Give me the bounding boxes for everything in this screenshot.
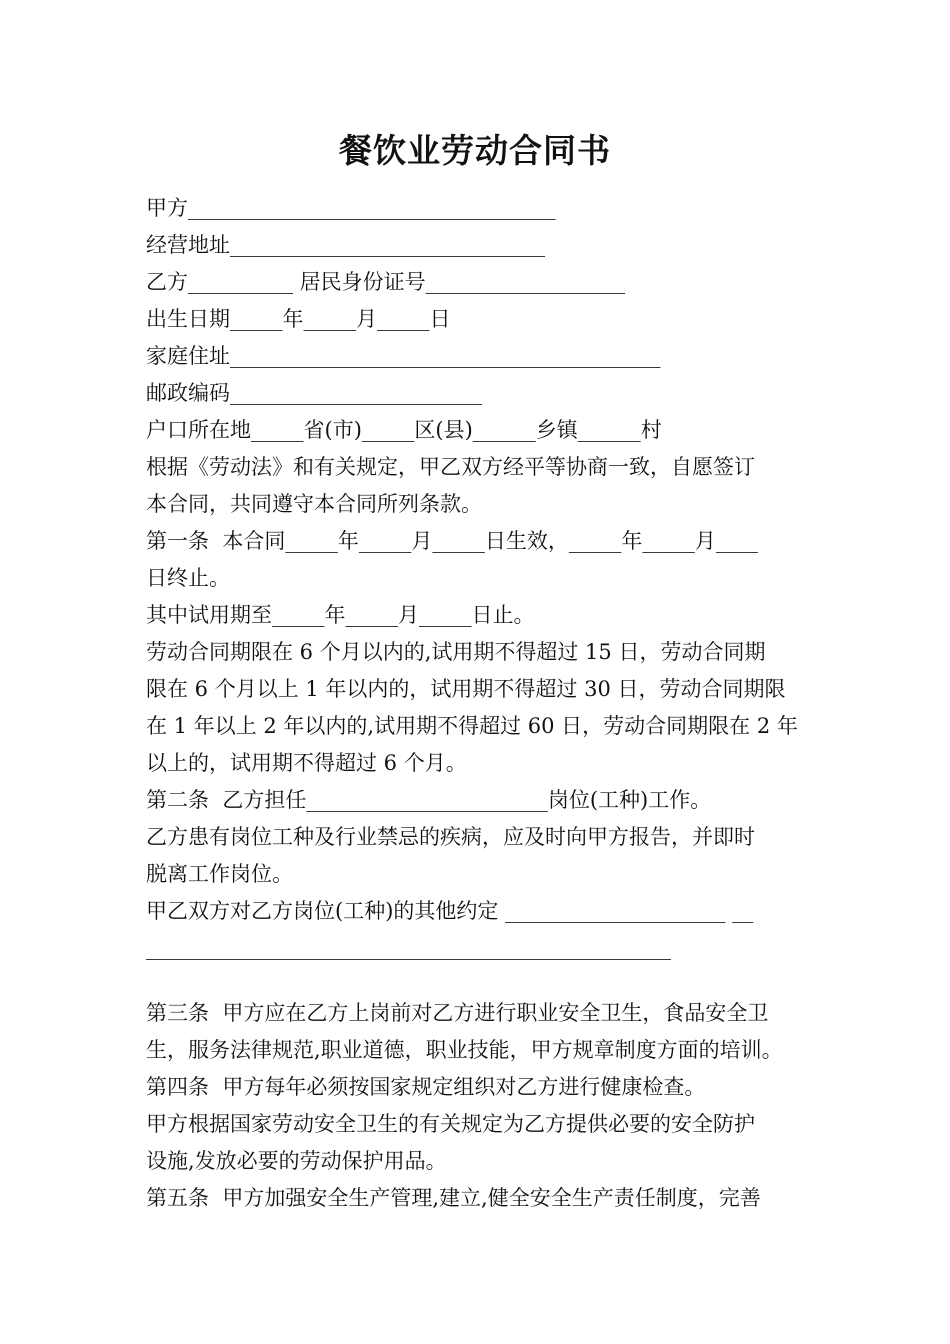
text-line: 设施,发放必要的劳动保护用品。: [146, 1149, 447, 1173]
text-line: 邮政编码________________________: [146, 381, 482, 405]
text-line: 生，服务法律规范,职业道德，职业技能，甲方规章制度方面的培训。: [146, 1038, 783, 1062]
text-line: 乙方__________ 居民身份证号___________________: [146, 270, 626, 294]
text-line: 第二条 乙方担任_______________________岗位(工种)工作。: [146, 788, 712, 812]
text-line: __________________________________________________: [146, 936, 671, 960]
document-body: [146, 190, 836, 1217]
text-line: 第一条 本合同_____年_____月_____日生效，_____年_____月____: [146, 529, 758, 553]
text-line: 劳动合同期限在 6 个月以内的,试用期不得超过 15 日，劳动合同期: [146, 640, 766, 664]
text-line: 户口所在地_____省(市)_____区(县)______乡镇______村: [146, 418, 662, 442]
text-line: 甲方___________________________________: [146, 196, 556, 220]
text-line: 出生日期_____年_____月_____日: [146, 307, 451, 331]
text-line: 甲乙双方对乙方岗位(工种)的其他约定 _____________________ __: [146, 899, 754, 923]
text-line: 甲方根据国家劳动安全卫生的有关规定为乙方提供必要的安全防护: [146, 1112, 755, 1136]
text-line: 第三条 甲方应在乙方上岗前对乙方进行职业安全卫生，食品安全卫: [146, 1001, 769, 1025]
text-line: 第五条 甲方加强安全生产管理,建立,健全安全生产责任制度，完善: [146, 1186, 761, 1210]
text-line: 经营地址______________________________: [146, 233, 545, 257]
text-line: 以上的，试用期不得超过 6 个月。: [146, 751, 467, 775]
text-line: 乙方患有岗位工种及行业禁忌的疾病，应及时向甲方报告，并即时: [146, 825, 755, 849]
blank-gap: [146, 967, 836, 995]
document-title: 餐饮业劳动合同书: [339, 131, 611, 170]
text-line: 根据《劳动法》和有关规定，甲乙双方经平等协商一致，自愿签订: [146, 455, 755, 479]
text-line: 限在 6 个月以上 1 年以内的，试用期不得超过 30 日，劳动合同期限: [146, 677, 786, 701]
text-line: 家庭住址_________________________________________: [146, 344, 661, 368]
text-line: 第四条 甲方每年必须按国家规定组织对乙方进行健康检查。: [146, 1075, 706, 1099]
text-line: 在 1 年以上 2 年以内的,试用期不得超过 60 日，劳动合同期限在 2 年: [146, 714, 798, 738]
text-line: 日终止。: [146, 566, 230, 590]
text-line: 脱离工作岗位。: [146, 862, 293, 886]
text-line: 其中试用期至_____年_____月_____日止。: [146, 603, 535, 627]
text-line: 本合同，共同遵守本合同所列条款。: [146, 492, 482, 516]
